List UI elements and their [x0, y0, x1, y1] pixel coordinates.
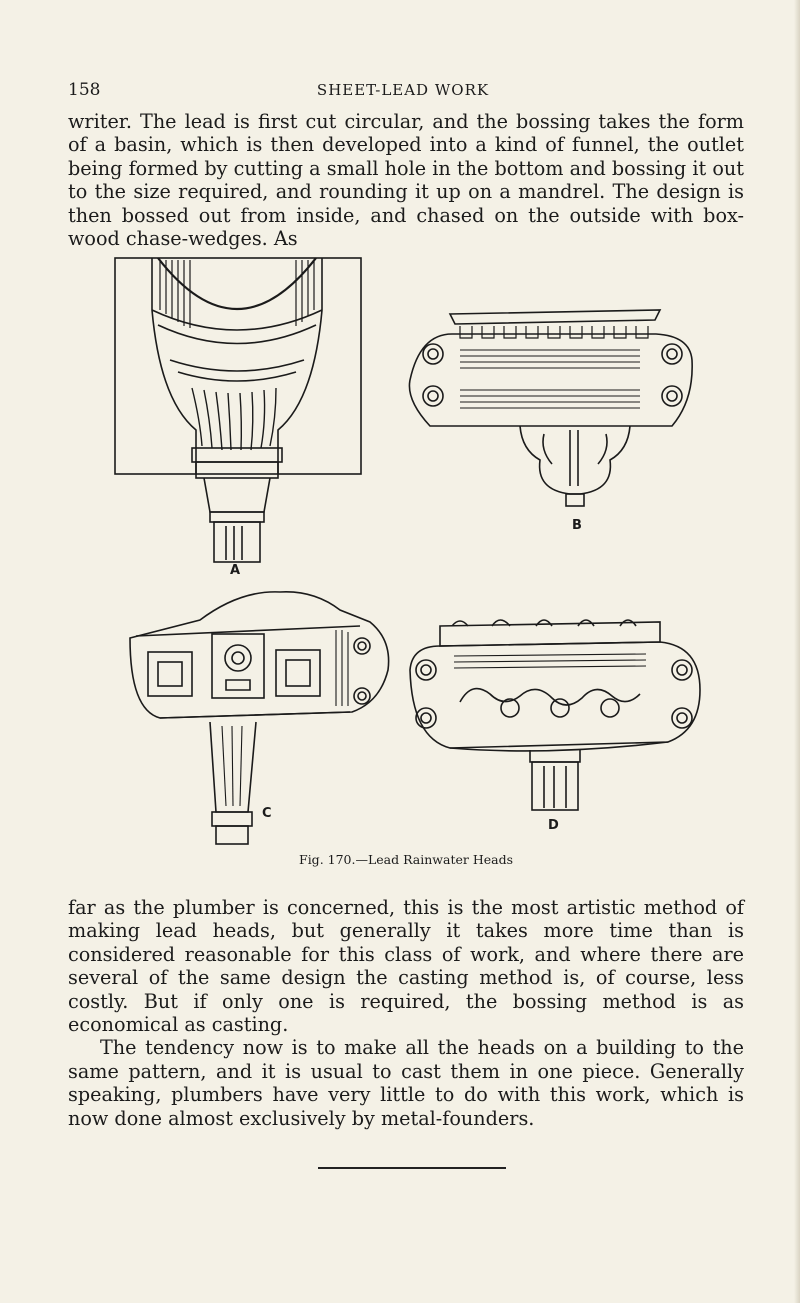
- figure-label-c: C: [262, 806, 272, 821]
- page-header: [68, 80, 738, 104]
- rainwater-heads-illustration: [100, 250, 720, 850]
- figure-label-d: D: [548, 818, 559, 833]
- body-paragraph-continued: far as the plumber is concerned, this is the most artistic method of making lead heads, but generally it takes more time than is considered reasonable for this class of work, and where there are several of the same design the casting method is, of course, less costly. But if only one is required, the bossing method is as economical as casting.: [68, 896, 744, 1037]
- figure-170: [100, 250, 720, 850]
- body-text-bottom: [68, 896, 744, 1130]
- body-paragraph-tendency: The tendency now is to make all the heads on a building to the same pattern, and it is usual to cast them in one piece. Generally speaking, plumbers have very little to do with this work, which is now done almost exclusively by metal-founders.: [68, 1036, 744, 1130]
- head-b-drawing: [409, 310, 692, 506]
- head-c-drawing: [130, 592, 389, 844]
- section-rule: [318, 1167, 506, 1169]
- head-a-drawing: [115, 258, 361, 562]
- figure-label-a: A: [230, 563, 241, 578]
- page-number: 158: [68, 80, 101, 100]
- figure-label-b: B: [572, 518, 582, 533]
- body-paragraph-top: writer. The lead is first cut circular, and the bossing takes the form of a basin, which is then developed into a kind of funnel, the outlet being formed by cutting a small hole in the bottom and bossing it out to the size required, and rounding it up on a mandrel. The design is then bossed out from inside, and chased on the outside with box-wood chase-wedges. As: [68, 110, 744, 251]
- figure-caption: Fig. 170.—Lead Rainwater Heads: [299, 852, 513, 867]
- running-head: SHEET-LEAD WORK: [316, 81, 490, 99]
- head-d-drawing: [410, 620, 700, 810]
- page-edge: [794, 0, 800, 1303]
